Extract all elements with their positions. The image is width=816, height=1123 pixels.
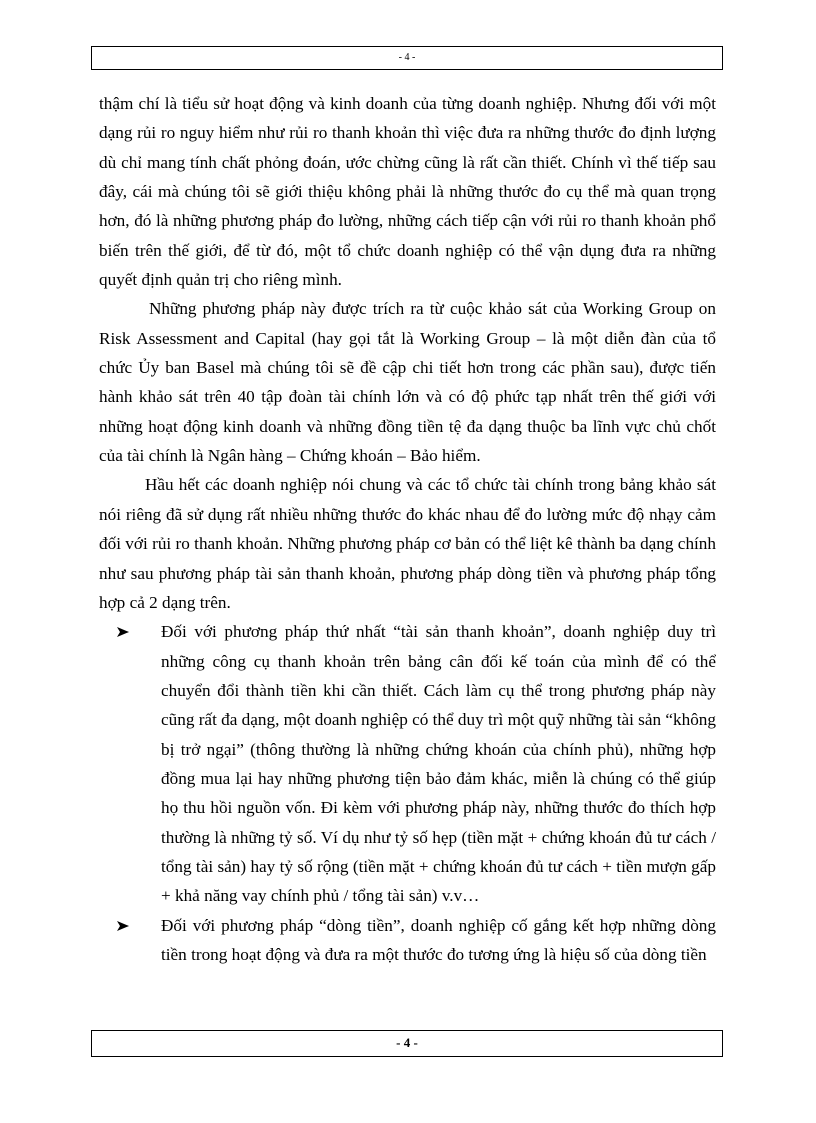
document-body [99, 89, 716, 969]
arrow-bullet-icon [116, 617, 134, 646]
paragraph-continuation: thậm chí là tiểu sử hoạt động và kinh doanh của từng doanh nghiệp. Nhưng đối với một dạng rủi ro nguy hiểm như rủi ro thanh khoản thì việc đưa ra những thước đo định lượng dù chỉ mang tính chất phỏng đoán, ước chừng cũng là rất cần thiết. Chính vì thế tiếp sau đây, cái mà chúng tôi sẽ giới thiệu không phải là những thước đo cụ thể mà quan trọng hơn, đó là những phương pháp đo lường, những cách tiếp cận với rủi ro thanh khoản phổ biến trên thế giới, để từ đó, một tổ chức doanh nghiệp có thể vận dụng đưa ra những quyết định quản trị cho riêng mình. [99, 94, 716, 290]
arrow-bullet-icon [116, 911, 134, 940]
paragraph-methods: Hầu hết các doanh nghiệp nói chung và các tổ chức tài chính trong bảng khảo sát nói riêng đã sử dụng rất nhiều những thước đo khác nhau để đo lường mức độ nhạy cảm đối với rủi ro thanh khoản. Những phương pháp cơ bản có thể liệt kê thành ba dạng chính như sau phương pháp tài sản thanh khoản, phương pháp dòng tiền và phương pháp tổng hợp cả 2 dạng trên. [99, 475, 716, 612]
page-header [91, 46, 723, 70]
bullet-text: Đối với phương pháp “dòng tiền”, doanh nghiệp cố gắng kết hợp những dòng tiền trong hoạt động và đưa ra một thước đo tương ứng là hiệu số của dòng tiền [161, 915, 716, 964]
footer-page-number: - 4 - [396, 1035, 418, 1050]
paragraph-working-group: Những phương pháp này được trích ra từ cuộc khảo sát của Working Group on Risk Assessment and Capital (hay gọi tắt là Working Group – là một diễn đàn của tổ chức Ủy ban Basel mà chúng tôi sẽ đề cập chi tiết hơn trong các phần sau), được tiến hành khảo sát trên 40 tập đoàn tài chính lớn và có độ phức tạp nhất trên thế giới với những hoạt động kinh doanh và những đồng tiền tệ đa dạng thuộc ba lĩnh vực chủ chốt của tài chính là Ngân hàng – Chứng khoán – Bảo hiểm. [99, 299, 716, 466]
bullet-item-liquid-assets [99, 617, 716, 910]
bullet-text: Đối với phương pháp thứ nhất “tài sản thanh khoản”, doanh nghiệp duy trì những công cụ thanh khoản trên bảng cân đối kế toán của mình để có thể chuyển đổi thành tiền khi cần thiết. Cách làm cụ thể trong phương pháp này cũng rất đa dạng, một doanh nghiệp có thể duy trì một quỹ những tài sản “không bị trở ngại” (thông thường là những chứng khoán của chính phủ), những hợp đồng mua lại hay những phương tiện bảo đảm khác, miễn là chúng có thể giúp họ thu hồi nguồn vốn. Đi kèm với phương pháp này, những thước đo thích hợp thường là những tỷ số. Ví dụ như tỷ số hẹp (tiền mặt + chứng khoán đủ tư cách / tổng tài sản) hay tỷ số rộng (tiền mặt + chứng khoán đủ tư cách + tiền mượn gấp + khả năng vay chính phủ / tổng tài sản) v.v… [161, 622, 716, 906]
bullet-item-cash-flow [99, 911, 716, 970]
page-footer [91, 1030, 723, 1057]
header-page-number: - 4 - [398, 52, 416, 63]
